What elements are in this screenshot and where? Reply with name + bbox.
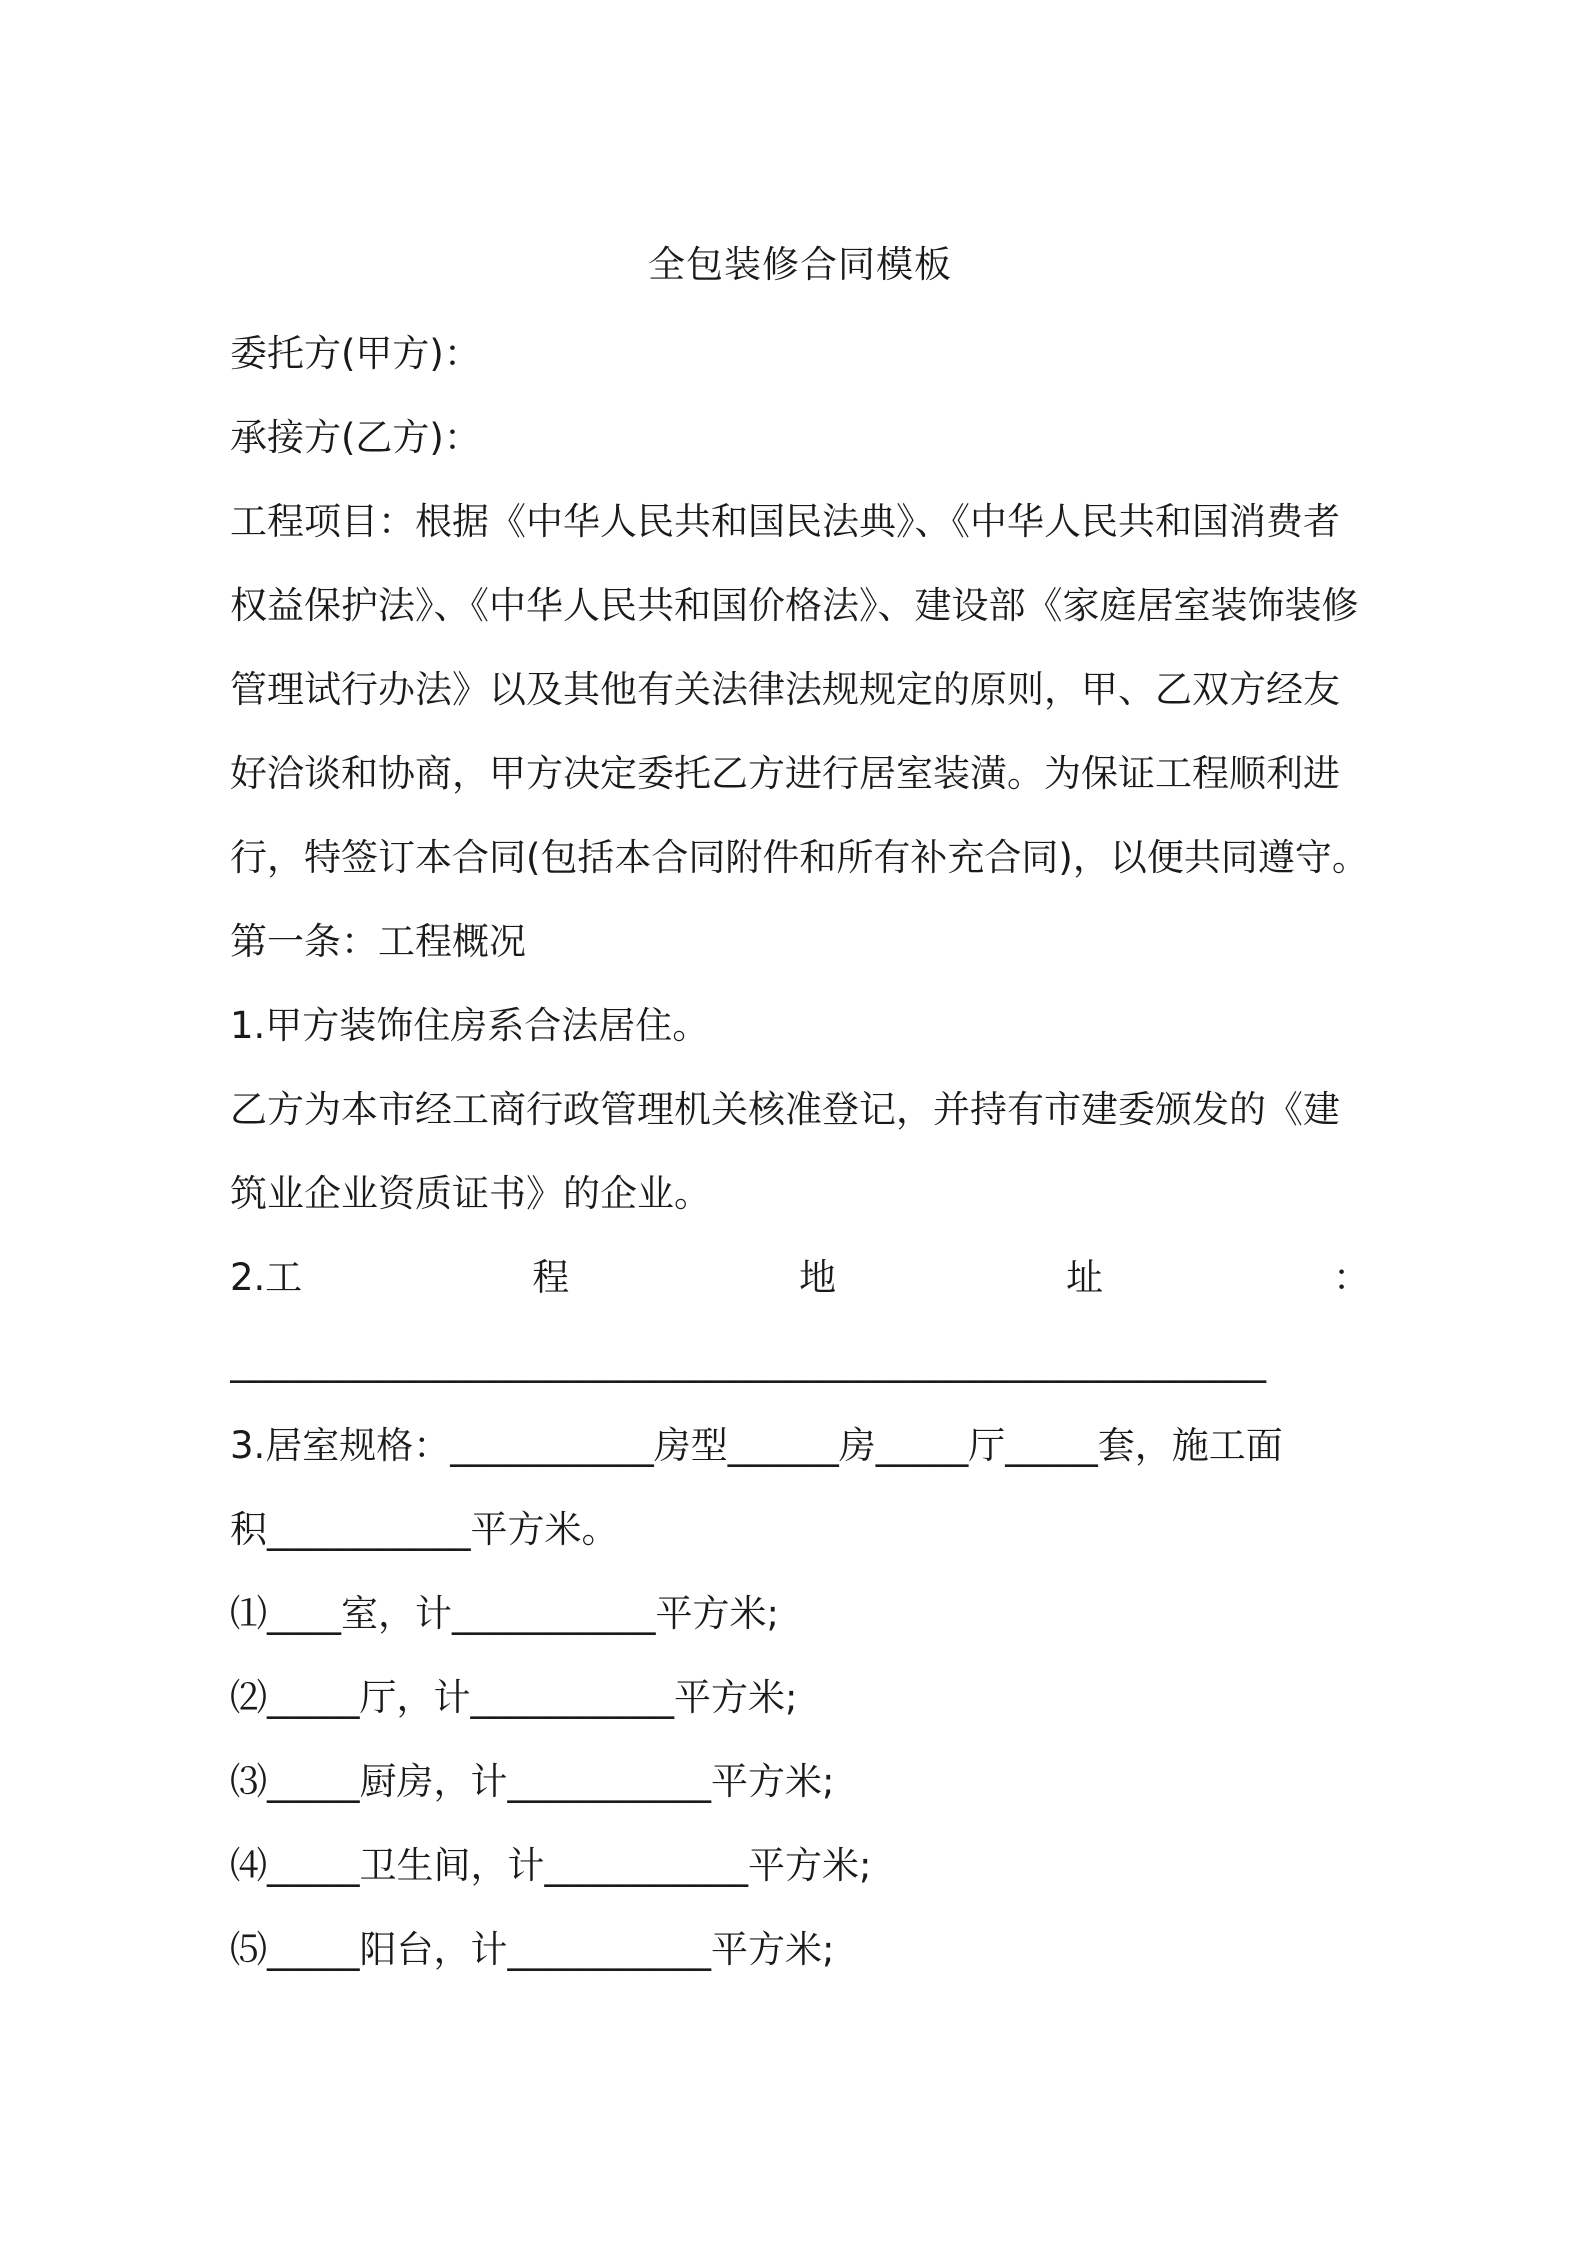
room-item-5: ⑸_____阳台，计___________平方米;: [230, 1928, 835, 1971]
project-intro-line: 行，特签订本合同(包括本合同附件和所有补充合同)，以便共同遵守。: [230, 836, 1369, 879]
item-3-line: 3.居室规格：___________房型______房_____厅_____套，施工面: [230, 1424, 1283, 1467]
project-intro-line: 好洽谈和协商，甲方决定委托乙方进行居室装潢。为保证工程顺利进: [230, 752, 1340, 795]
address-char: 程: [532, 1256, 570, 1299]
item-1: 1.甲方装饰住房系合法居住。: [230, 1004, 710, 1047]
room-item-4: ⑷_____卫生间，计___________平方米;: [230, 1844, 872, 1887]
document-body: [230, 230, 1370, 1992]
room-item-1: ⑴____室，计___________平方米;: [230, 1592, 779, 1635]
party-a-line: 委托方(甲方)：: [230, 332, 481, 375]
room-item-3: ⑶_____厨房，计___________平方米;: [230, 1760, 835, 1803]
address-char: ：: [1333, 1256, 1370, 1299]
party-b-line: 承接方(乙方)：: [230, 416, 481, 459]
item-1-detail: [230, 1068, 1370, 1236]
document-title: 全包装修合同模板: [648, 243, 952, 286]
article-1-heading: 第一条：工程概况: [230, 920, 526, 963]
item-1-detail-line: 乙方为本市经工商行政管理机关核准登记，并持有市建委颁发的《建: [230, 1088, 1340, 1131]
address-char: 地: [799, 1256, 837, 1299]
address-char: 2.工: [230, 1256, 303, 1299]
project-intro-line: 管理试行办法》以及其他有关法律法规规定的原则，甲、乙双方经友: [230, 668, 1340, 711]
project-intro-line: 权益保护法》、《中华人民共和国价格法》、建设部《家庭居室装饰装修: [230, 584, 1359, 627]
item-2-address-label: [230, 1236, 1370, 1320]
address-char: 址: [1066, 1256, 1104, 1299]
item-3-room-spec: [230, 1404, 1370, 1572]
project-intro-line: 工程项目：根据《中华人民共和国民法典》、《中华人民共和国消费者: [230, 500, 1340, 543]
item-3-line: 积___________平方米。: [230, 1508, 619, 1551]
project-intro-paragraph: [230, 480, 1370, 900]
item-1-detail-line: 筑业企业资质证书》的企业。: [230, 1172, 711, 1215]
address-blank: ________________________________________________________: [230, 1340, 1266, 1383]
room-item-2: ⑵_____厅，计___________平方米;: [230, 1676, 798, 1719]
